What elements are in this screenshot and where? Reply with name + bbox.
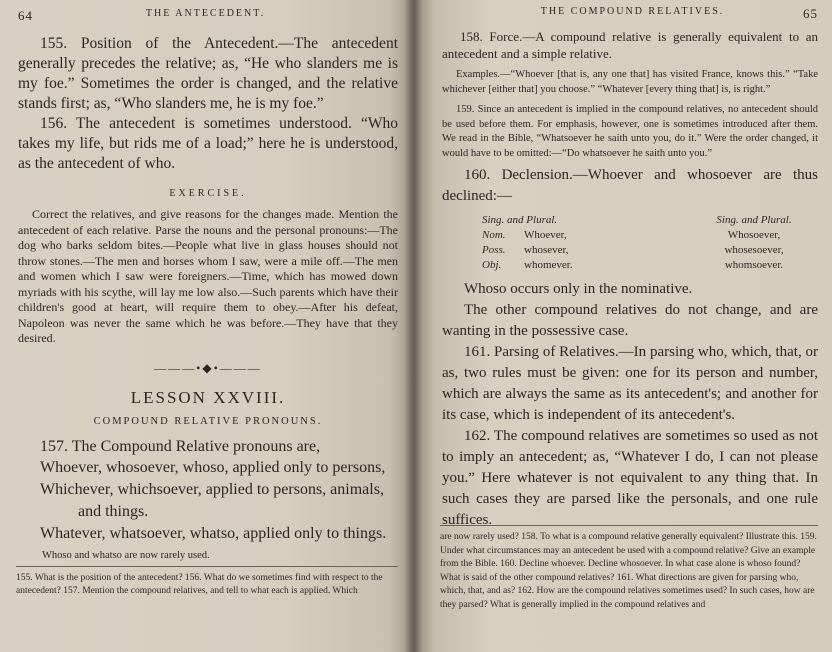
section-157-intro: 157. The Compound Relative pronouns are,	[40, 437, 321, 455]
case-label: Obj.	[482, 259, 502, 271]
declension-table	[482, 213, 818, 273]
section-158: 158. Force.—A compound relative is generally equivalent to an antecedent and a simple relative.	[442, 29, 818, 61]
declension-form: Whosoever,	[727, 229, 781, 241]
section-159: 159. Since an antecedent is implied in the compound relatives, no antecedent should be used before them. For emphasis, however, one is sometimes introduced after them. We read in the Bible, “Whatsoever he saith unto you, do it.” Were the order changed, it would have to be omitted:—“Do whatsoever he saith unto you.”	[442, 104, 818, 159]
page-number-left: 64	[18, 8, 33, 23]
left-footnote: 155. What is the position of the antecedent? 156. What do we sometimes find with respect to the antecedent? 157. Mention the compound relatives, and tell to what each is applied. Which	[16, 566, 398, 598]
section-162: 162. The compound relatives are sometimes so used as not to imply an antecedent; as, “Whatever I do, I can not please you.” Here whatever is not equivalent to any thing that. In such cases they are parsed like the personals, and one rule suffices.	[442, 428, 818, 528]
declension-form: Whoever,	[524, 229, 567, 241]
whoso-nominative-note: Whoso occurs only in the nominative.	[464, 281, 693, 297]
declension-col2-header: Sing. and Plural.	[716, 214, 792, 226]
declension-form: whosesoever,	[724, 244, 784, 256]
declension-row	[482, 243, 650, 258]
section-160: 160. Declension.—Whoever and whosoever are thus declined:—	[442, 167, 818, 204]
lesson-title: LESSON XXVIII.	[130, 387, 286, 407]
whoso-note: Whoso and whatso are now rarely used.	[42, 549, 210, 561]
compound-list-item-2-cont: and things.	[78, 502, 149, 520]
case-label: Nom.	[482, 229, 506, 241]
declension-row	[482, 258, 650, 273]
declension-col1-header: Sing. and Plural.	[482, 214, 558, 226]
running-head-title-right: THE COMPOUND RELATIVES.	[540, 6, 725, 17]
running-head-title-left: THE ANTECEDENT.	[145, 8, 266, 19]
section-161: 161. Parsing of Relatives.—In parsing who, which, that, or as, two rules must be given: one for its person and number, which are always the same as its antecedent's; and another for its case, which is independent of its antecedent's.	[442, 344, 818, 423]
other-compound-note: The other compound relatives do not change, and are wanting in the possessive case.	[442, 302, 818, 339]
case-label: Poss.	[482, 244, 506, 256]
compound-list-item-3: Whatever, whatsoever, whatso, applied only to things.	[40, 524, 387, 542]
declension-form: whomsoever.	[724, 259, 784, 271]
section-155: 155. Position of the Antecedent.—The antecedent generally precedes the relative; as, “He who slanders me is my foe.” Sometimes the order is changed, and the relative stands first; as, “Who slanders me, he is my foe.”	[18, 35, 398, 112]
declension-row	[482, 228, 650, 243]
left-page	[0, 0, 414, 652]
declension-col-2	[650, 213, 818, 273]
compound-list-item-1: Whoever, whosoever, whoso, applied only to persons,	[40, 458, 386, 476]
declension-form: whomever.	[524, 259, 573, 271]
left-running-head	[18, 8, 398, 24]
page-number-right: 65	[803, 6, 818, 21]
right-page	[414, 0, 832, 652]
ornament-divider: ———•◆•———	[154, 360, 262, 375]
declension-form: whosever,	[524, 244, 569, 256]
section-156: 156. The antecedent is sometimes understood. “Who takes my life, but rids me of a load;” here he is understood, as the antecedent of who.	[18, 115, 398, 172]
lesson-subtitle: COMPOUND RELATIVE PRONOUNS.	[93, 415, 323, 427]
exercise-text: Correct the relatives, and give reasons for the changes made. Mention the antecedent of each relative. Parse the nouns and the personal pronouns:—The dog who barks seldom bites.—People what live in glass houses should not throw stones.—The men and horses whom I saw, were a mile off.—The men and women which I saw were foreigners.—Time, which has mowed down myriads with his scythe, will lay me low also.—Such parents which have their children's good at heart, will require them to obey.—After his defeat, Napoleon was never the same which he was before.—They have that they desired.	[18, 207, 398, 345]
right-footnote: are now rarely used? 158. To what is a compound relative generally equivalent? Illustrate this. 159. Under what circumstances may an antecedent be used with a compound relative? Give an example from the Bible. 160. Decline whoever. Decline whosoever. In what case alone is whoso found? What is said of the other compound relatives? 161. What directions are given for parsing who, which, that, and as? 162. How are the compound relatives sometimes used? In such cases, how are they parsed? What is generally implied in the compound relatives and	[440, 525, 818, 612]
examples-text: Examples.—“Whoever [that is, any one that] has visited France, knows this.” “Take whichever [either that] you choose.” “Whatever [every thing that] is, is right.”	[442, 69, 818, 95]
exercise-heading: EXERCISE.	[169, 188, 247, 199]
book-gutter	[404, 0, 422, 652]
compound-list-item-2: Whichever, whichsoever, applied to persons, animals,	[40, 480, 384, 498]
right-running-head	[442, 6, 818, 22]
declension-col-1	[482, 213, 650, 273]
